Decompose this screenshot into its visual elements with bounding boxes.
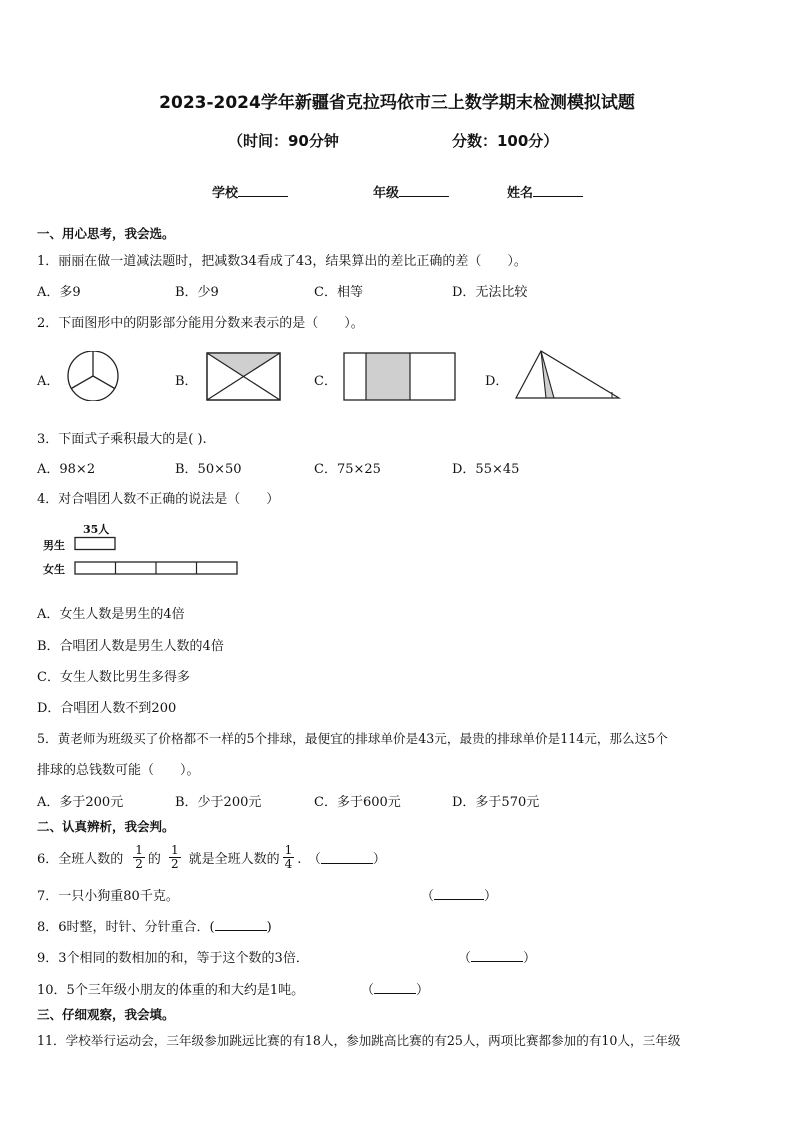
q3-option-b[interactable]: B．50×50	[175, 462, 242, 477]
q4-option-d[interactable]: D．合唱团人数不到200	[37, 701, 177, 716]
q6-text-close: ）	[372, 851, 386, 867]
q5-option-d[interactable]: D．多于570元	[452, 795, 540, 810]
section-3-heading: 三、仔细观察，我会填。	[37, 1007, 175, 1022]
q1-option-c[interactable]: C．相等	[314, 285, 363, 300]
q4-option-a[interactable]: A．女生人数是男生的4倍	[37, 607, 185, 622]
grade-field[interactable]	[373, 182, 449, 201]
q4-option-b[interactable]: B．合唱团人数是男生人数的4倍	[37, 639, 224, 654]
q5-option-b[interactable]: B．少于200元	[175, 795, 262, 810]
q2-option-b[interactable]: B．	[175, 374, 198, 389]
q2-option-d[interactable]: D．	[485, 374, 509, 389]
question-2: 2．下面图形中的阴影部分能用分数来表示的是（ ）。	[37, 316, 364, 331]
q2-option-a[interactable]: A．	[37, 374, 60, 389]
question-4: 4．对合唱团人数不正确的说法是（ ）	[37, 492, 280, 507]
question-7: 7．一只小狗重80千克。	[37, 889, 179, 904]
boys-bar	[75, 538, 115, 550]
boys-label: 男生	[43, 539, 65, 552]
q8-answer-blank[interactable]	[215, 918, 267, 931]
q6-text-end: . （	[297, 851, 321, 867]
q3-option-a[interactable]: A．98×2	[37, 462, 96, 477]
q5-option-a[interactable]: A．多于200元	[37, 795, 124, 810]
fraction-one-quarter: $\frac{1}{4}$	[284, 842, 293, 871]
q1-option-d[interactable]: D．无法比较	[452, 285, 528, 300]
question-3: 3．下面式子乘积最大的是( ).	[37, 432, 207, 447]
q4-option-c[interactable]: C．女生人数比男生多得多	[37, 670, 190, 685]
q9-paren-close: ）	[523, 951, 537, 966]
question-1: 1．丽丽在做一道减法题时，把减数34看成了43，结果算出的差比正确的差（ ）。	[37, 254, 527, 269]
q10-paren-open: （	[361, 983, 375, 998]
girls-label: 女生	[43, 563, 65, 576]
q7-paren-close: ）	[484, 889, 498, 904]
q2-triangle-figure	[514, 348, 624, 402]
q9-answer[interactable]	[458, 947, 536, 966]
section-2-heading: 二、认真辨析，我会判。	[37, 819, 175, 834]
fraction-one-half-a: $\frac{1}{2}$	[135, 842, 143, 871]
exam-score: 分数：100分）	[452, 132, 559, 150]
exam-time: （时间：90分钟	[228, 132, 339, 150]
q10-answer[interactable]	[361, 979, 429, 998]
q3-option-d[interactable]: D．55×45	[452, 462, 520, 477]
q7-answer-blank[interactable]	[434, 887, 484, 900]
q2-three-part-rect-figure	[343, 352, 457, 402]
q2-circle-figure	[66, 351, 122, 401]
q2-rectangle-x-figure	[206, 352, 282, 402]
q6-text-post: 就是全班人数的	[188, 851, 280, 867]
boys-value-label: 35人	[83, 523, 110, 536]
q10-paren-close: ）	[416, 983, 430, 998]
question-5-line-1: 5．黄老师为班级买了价格都不一样的5个排球，最便宜的排球单价是43元，最贵的排球单价是114元，那么这5个	[37, 731, 668, 746]
q8-text: 8．6时整，时针、分针重合．(	[37, 920, 215, 935]
grade-label: 年级	[373, 186, 400, 201]
question-5-line-2: 排球的总钱数可能（ ）。	[37, 763, 200, 778]
school-label: 学校	[212, 186, 239, 201]
q9-paren-open: （	[458, 951, 472, 966]
q9-answer-blank[interactable]	[471, 949, 523, 962]
q8-paren-close: )	[266, 920, 272, 935]
question-9: 9．3个相同的数相加的和，等于这个数的3倍．	[37, 951, 309, 966]
q3-option-c[interactable]: C．75×25	[314, 462, 381, 477]
boys-girls-bar-diagram	[74, 536, 242, 578]
name-field[interactable]	[507, 182, 583, 201]
q2-option-c[interactable]: C．	[314, 374, 337, 389]
q1-option-b[interactable]: B．少9	[175, 285, 219, 300]
fraction-one-half-b: $\frac{1}{2}$	[170, 842, 179, 871]
school-field[interactable]	[212, 182, 288, 201]
section-1-heading: 一、用心思考，我会选。	[37, 226, 175, 241]
q6-text-mid: 的	[147, 851, 161, 867]
question-6	[37, 840, 386, 874]
name-label: 姓名	[507, 186, 534, 201]
question-11: 11．学校举行运动会，三年级参加跳远比赛的有18人，参加跳高比赛的有25人，两项比赛都参加的有10人，三年级	[37, 1033, 681, 1048]
page-title: 2023-2024学年新疆省克拉玛依市三上数学期末检测模拟试题	[159, 93, 635, 113]
question-8	[37, 916, 272, 935]
q1-option-a[interactable]: A．多9	[37, 285, 81, 300]
q10-answer-blank[interactable]	[374, 981, 416, 994]
q5-option-c[interactable]: C．多于600元	[314, 795, 401, 810]
q7-answer[interactable]	[421, 885, 497, 904]
q6-text-pre: 6．全班人数的	[37, 851, 124, 867]
q6-answer-blank[interactable]	[321, 851, 373, 864]
q7-paren-open: （	[421, 889, 435, 904]
question-10: 10．5个三年级小朋友的体重的和大约是1吨。	[37, 983, 305, 998]
